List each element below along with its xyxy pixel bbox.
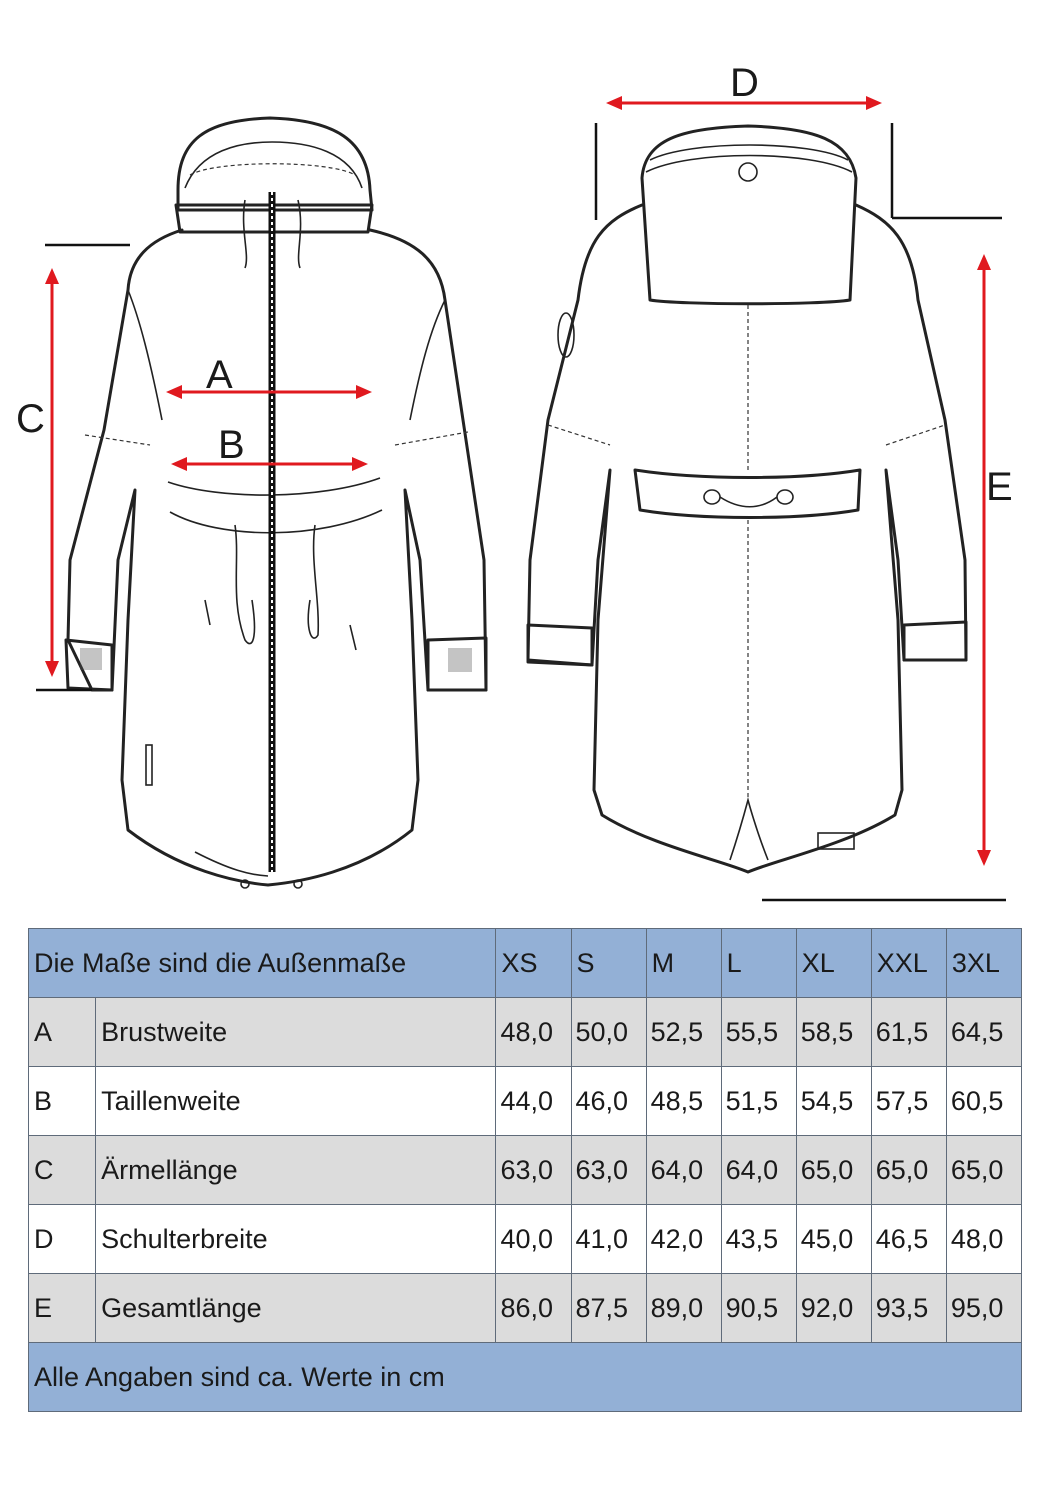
size-header: M bbox=[646, 929, 721, 998]
table-header-row bbox=[29, 929, 1022, 998]
label-d: D bbox=[730, 61, 759, 105]
row-value: 65,0 bbox=[796, 1136, 871, 1205]
row-value: 45,0 bbox=[796, 1205, 871, 1274]
coat-back-view bbox=[528, 126, 966, 872]
table-row bbox=[29, 1136, 1022, 1205]
table-row bbox=[29, 1205, 1022, 1274]
row-value: 64,0 bbox=[721, 1136, 796, 1205]
row-value: 46,5 bbox=[871, 1205, 946, 1274]
row-value: 55,5 bbox=[721, 998, 796, 1067]
table-row bbox=[29, 1067, 1022, 1136]
row-value: 44,0 bbox=[496, 1067, 571, 1136]
size-chart-table bbox=[28, 928, 1022, 1412]
row-value: 41,0 bbox=[571, 1205, 646, 1274]
size-header: L bbox=[721, 929, 796, 998]
row-value: 43,5 bbox=[721, 1205, 796, 1274]
row-value: 65,0 bbox=[946, 1136, 1021, 1205]
row-value: 95,0 bbox=[946, 1274, 1021, 1343]
row-value: 64,5 bbox=[946, 998, 1021, 1067]
table-row bbox=[29, 998, 1022, 1067]
row-value: 64,0 bbox=[646, 1136, 721, 1205]
row-value: 52,5 bbox=[646, 998, 721, 1067]
row-value: 42,0 bbox=[646, 1205, 721, 1274]
coat-front-view bbox=[66, 118, 486, 888]
row-name: Ärmellänge bbox=[96, 1136, 496, 1205]
row-value: 93,5 bbox=[871, 1274, 946, 1343]
row-value: 63,0 bbox=[571, 1136, 646, 1205]
row-value: 89,0 bbox=[646, 1274, 721, 1343]
row-value: 63,0 bbox=[496, 1136, 571, 1205]
row-value: 48,5 bbox=[646, 1067, 721, 1136]
label-a: A bbox=[206, 353, 233, 397]
table-footer-row bbox=[29, 1343, 1022, 1412]
table-row bbox=[29, 1274, 1022, 1343]
row-value: 61,5 bbox=[871, 998, 946, 1067]
row-name: Gesamtlänge bbox=[96, 1274, 496, 1343]
size-header: 3XL bbox=[946, 929, 1021, 998]
footer-note: Alle Angaben sind ca. Werte in cm bbox=[29, 1343, 1022, 1412]
row-value: 57,5 bbox=[871, 1067, 946, 1136]
label-c: C bbox=[16, 397, 45, 441]
size-header: XXL bbox=[871, 929, 946, 998]
label-b: B bbox=[218, 423, 245, 467]
row-name: Taillenweite bbox=[96, 1067, 496, 1136]
row-code: B bbox=[29, 1067, 96, 1136]
row-value: 50,0 bbox=[571, 998, 646, 1067]
row-value: 86,0 bbox=[496, 1274, 571, 1343]
label-e: E bbox=[986, 465, 1013, 509]
row-value: 48,0 bbox=[496, 998, 571, 1067]
row-value: 60,5 bbox=[946, 1067, 1021, 1136]
size-header: S bbox=[571, 929, 646, 998]
row-code: A bbox=[29, 998, 96, 1067]
row-value: 92,0 bbox=[796, 1274, 871, 1343]
size-header: XS bbox=[496, 929, 571, 998]
row-value: 65,0 bbox=[871, 1136, 946, 1205]
row-value: 58,5 bbox=[796, 998, 871, 1067]
guide-lines bbox=[36, 123, 1006, 900]
header-label: Die Maße sind die Außenmaße bbox=[29, 929, 496, 998]
row-code: E bbox=[29, 1274, 96, 1343]
row-name: Brustweite bbox=[96, 998, 496, 1067]
row-value: 54,5 bbox=[796, 1067, 871, 1136]
row-value: 90,5 bbox=[721, 1274, 796, 1343]
size-header: XL bbox=[796, 929, 871, 998]
row-code: D bbox=[29, 1205, 96, 1274]
row-name: Schulterbreite bbox=[96, 1205, 496, 1274]
row-value: 46,0 bbox=[571, 1067, 646, 1136]
row-code: C bbox=[29, 1136, 96, 1205]
row-value: 87,5 bbox=[571, 1274, 646, 1343]
row-value: 40,0 bbox=[496, 1205, 571, 1274]
row-value: 48,0 bbox=[946, 1205, 1021, 1274]
row-value: 51,5 bbox=[721, 1067, 796, 1136]
